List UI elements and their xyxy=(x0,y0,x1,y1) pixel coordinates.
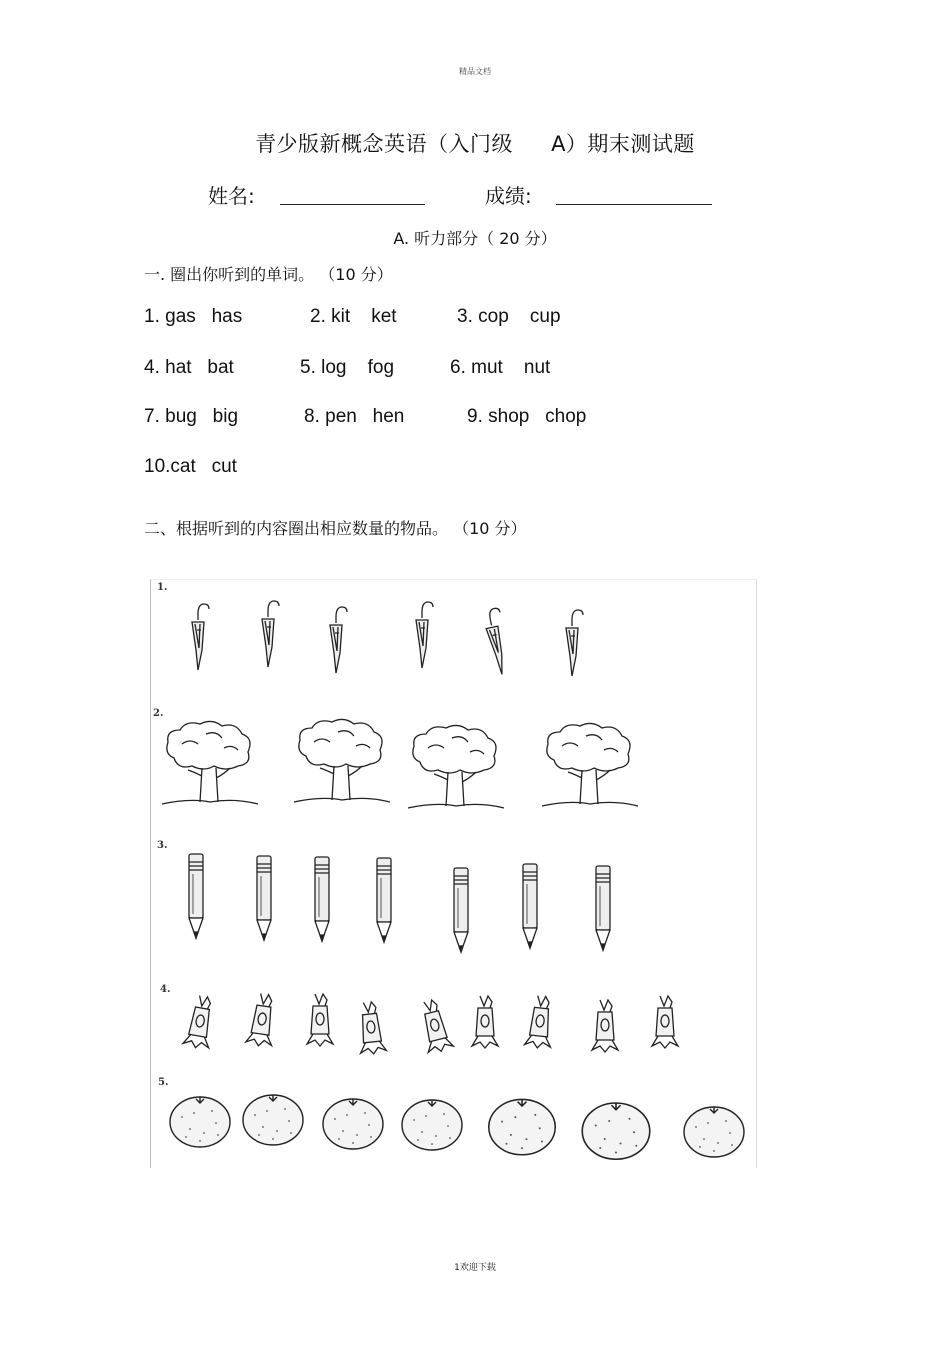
word-choice[interactable]: 5. log fog xyxy=(300,357,395,378)
orange-icon[interactable] xyxy=(486,1095,558,1157)
name-field[interactable] xyxy=(280,203,425,205)
header-note: 精品文档 xyxy=(459,67,491,76)
orange-icon[interactable] xyxy=(580,1097,652,1163)
candy-icon[interactable] xyxy=(183,994,217,1050)
page-title xyxy=(0,128,950,158)
word-choice[interactable]: 7. bug big xyxy=(144,406,239,427)
picture-row-number: 3. xyxy=(157,840,168,851)
word-choice[interactable]: 9. shop chop xyxy=(467,406,587,427)
umbrella-icon[interactable] xyxy=(412,598,442,673)
word-row xyxy=(144,406,586,428)
picture-row-number: 1. xyxy=(157,582,168,593)
word-row xyxy=(144,357,550,379)
umbrella-icon[interactable] xyxy=(562,606,592,681)
pencil-icon[interactable] xyxy=(184,852,210,944)
picture-row-number: 2. xyxy=(153,708,164,719)
word-row xyxy=(144,456,237,478)
picture-row-number: 5. xyxy=(158,1077,169,1088)
umbrella-icon[interactable] xyxy=(485,604,515,679)
word-choice[interactable]: 8. pen hen xyxy=(304,406,405,427)
word-choice[interactable]: 10.cat cut xyxy=(144,456,237,477)
candy-icon[interactable] xyxy=(303,992,337,1048)
orange-icon[interactable] xyxy=(400,1096,464,1152)
orange-icon[interactable] xyxy=(241,1091,305,1147)
word-choice[interactable]: 6. mut nut xyxy=(450,357,551,378)
word-choice[interactable]: 4. hat bat xyxy=(144,357,234,378)
page-footer: 1欢迎下载 xyxy=(454,1263,496,1273)
title-right: A）期末测试题 xyxy=(551,132,695,156)
score-label: 成绩: xyxy=(485,184,532,208)
candy-icon[interactable] xyxy=(418,998,452,1054)
pencil-icon[interactable] xyxy=(252,854,278,946)
tree-icon[interactable] xyxy=(540,720,640,812)
name-label: 姓名: xyxy=(208,184,255,208)
word-row xyxy=(144,306,561,328)
candy-icon[interactable] xyxy=(245,992,279,1048)
picture-row-number: 4. xyxy=(160,984,171,995)
score-field[interactable] xyxy=(556,203,712,205)
umbrella-icon[interactable] xyxy=(188,600,218,675)
question2-title: 二、根据听到的内容圈出相应数量的物品。 （10 分） xyxy=(144,519,527,538)
pencil-icon[interactable] xyxy=(372,856,398,948)
umbrella-icon[interactable] xyxy=(258,597,288,672)
tree-icon[interactable] xyxy=(406,722,506,814)
section-a-heading: A. 听力部分（ 20 分） xyxy=(393,229,557,248)
pencil-icon[interactable] xyxy=(449,866,475,958)
question1-title: 一. 圈出你听到的单词。 （10 分） xyxy=(144,265,393,284)
title-left: 青少版新概念英语（入门级 xyxy=(255,132,514,156)
candy-icon[interactable] xyxy=(354,1000,388,1056)
orange-icon[interactable] xyxy=(682,1103,746,1159)
candy-icon[interactable] xyxy=(648,994,682,1050)
orange-icon[interactable] xyxy=(321,1095,385,1151)
candy-icon[interactable] xyxy=(468,994,502,1050)
tree-icon[interactable] xyxy=(160,718,260,810)
tree-icon[interactable] xyxy=(292,716,392,808)
pencil-icon[interactable] xyxy=(310,855,336,947)
candy-icon[interactable] xyxy=(523,994,557,1050)
word-choice[interactable]: 1. gas has xyxy=(144,306,243,327)
umbrella-icon[interactable] xyxy=(326,603,356,678)
word-choice[interactable]: 3. cop cup xyxy=(457,306,561,327)
pencil-icon[interactable] xyxy=(518,862,544,954)
candy-icon[interactable] xyxy=(588,998,622,1054)
orange-icon[interactable] xyxy=(168,1093,232,1149)
word-choice[interactable]: 2. kit ket xyxy=(310,306,397,327)
pencil-icon[interactable] xyxy=(591,864,617,956)
